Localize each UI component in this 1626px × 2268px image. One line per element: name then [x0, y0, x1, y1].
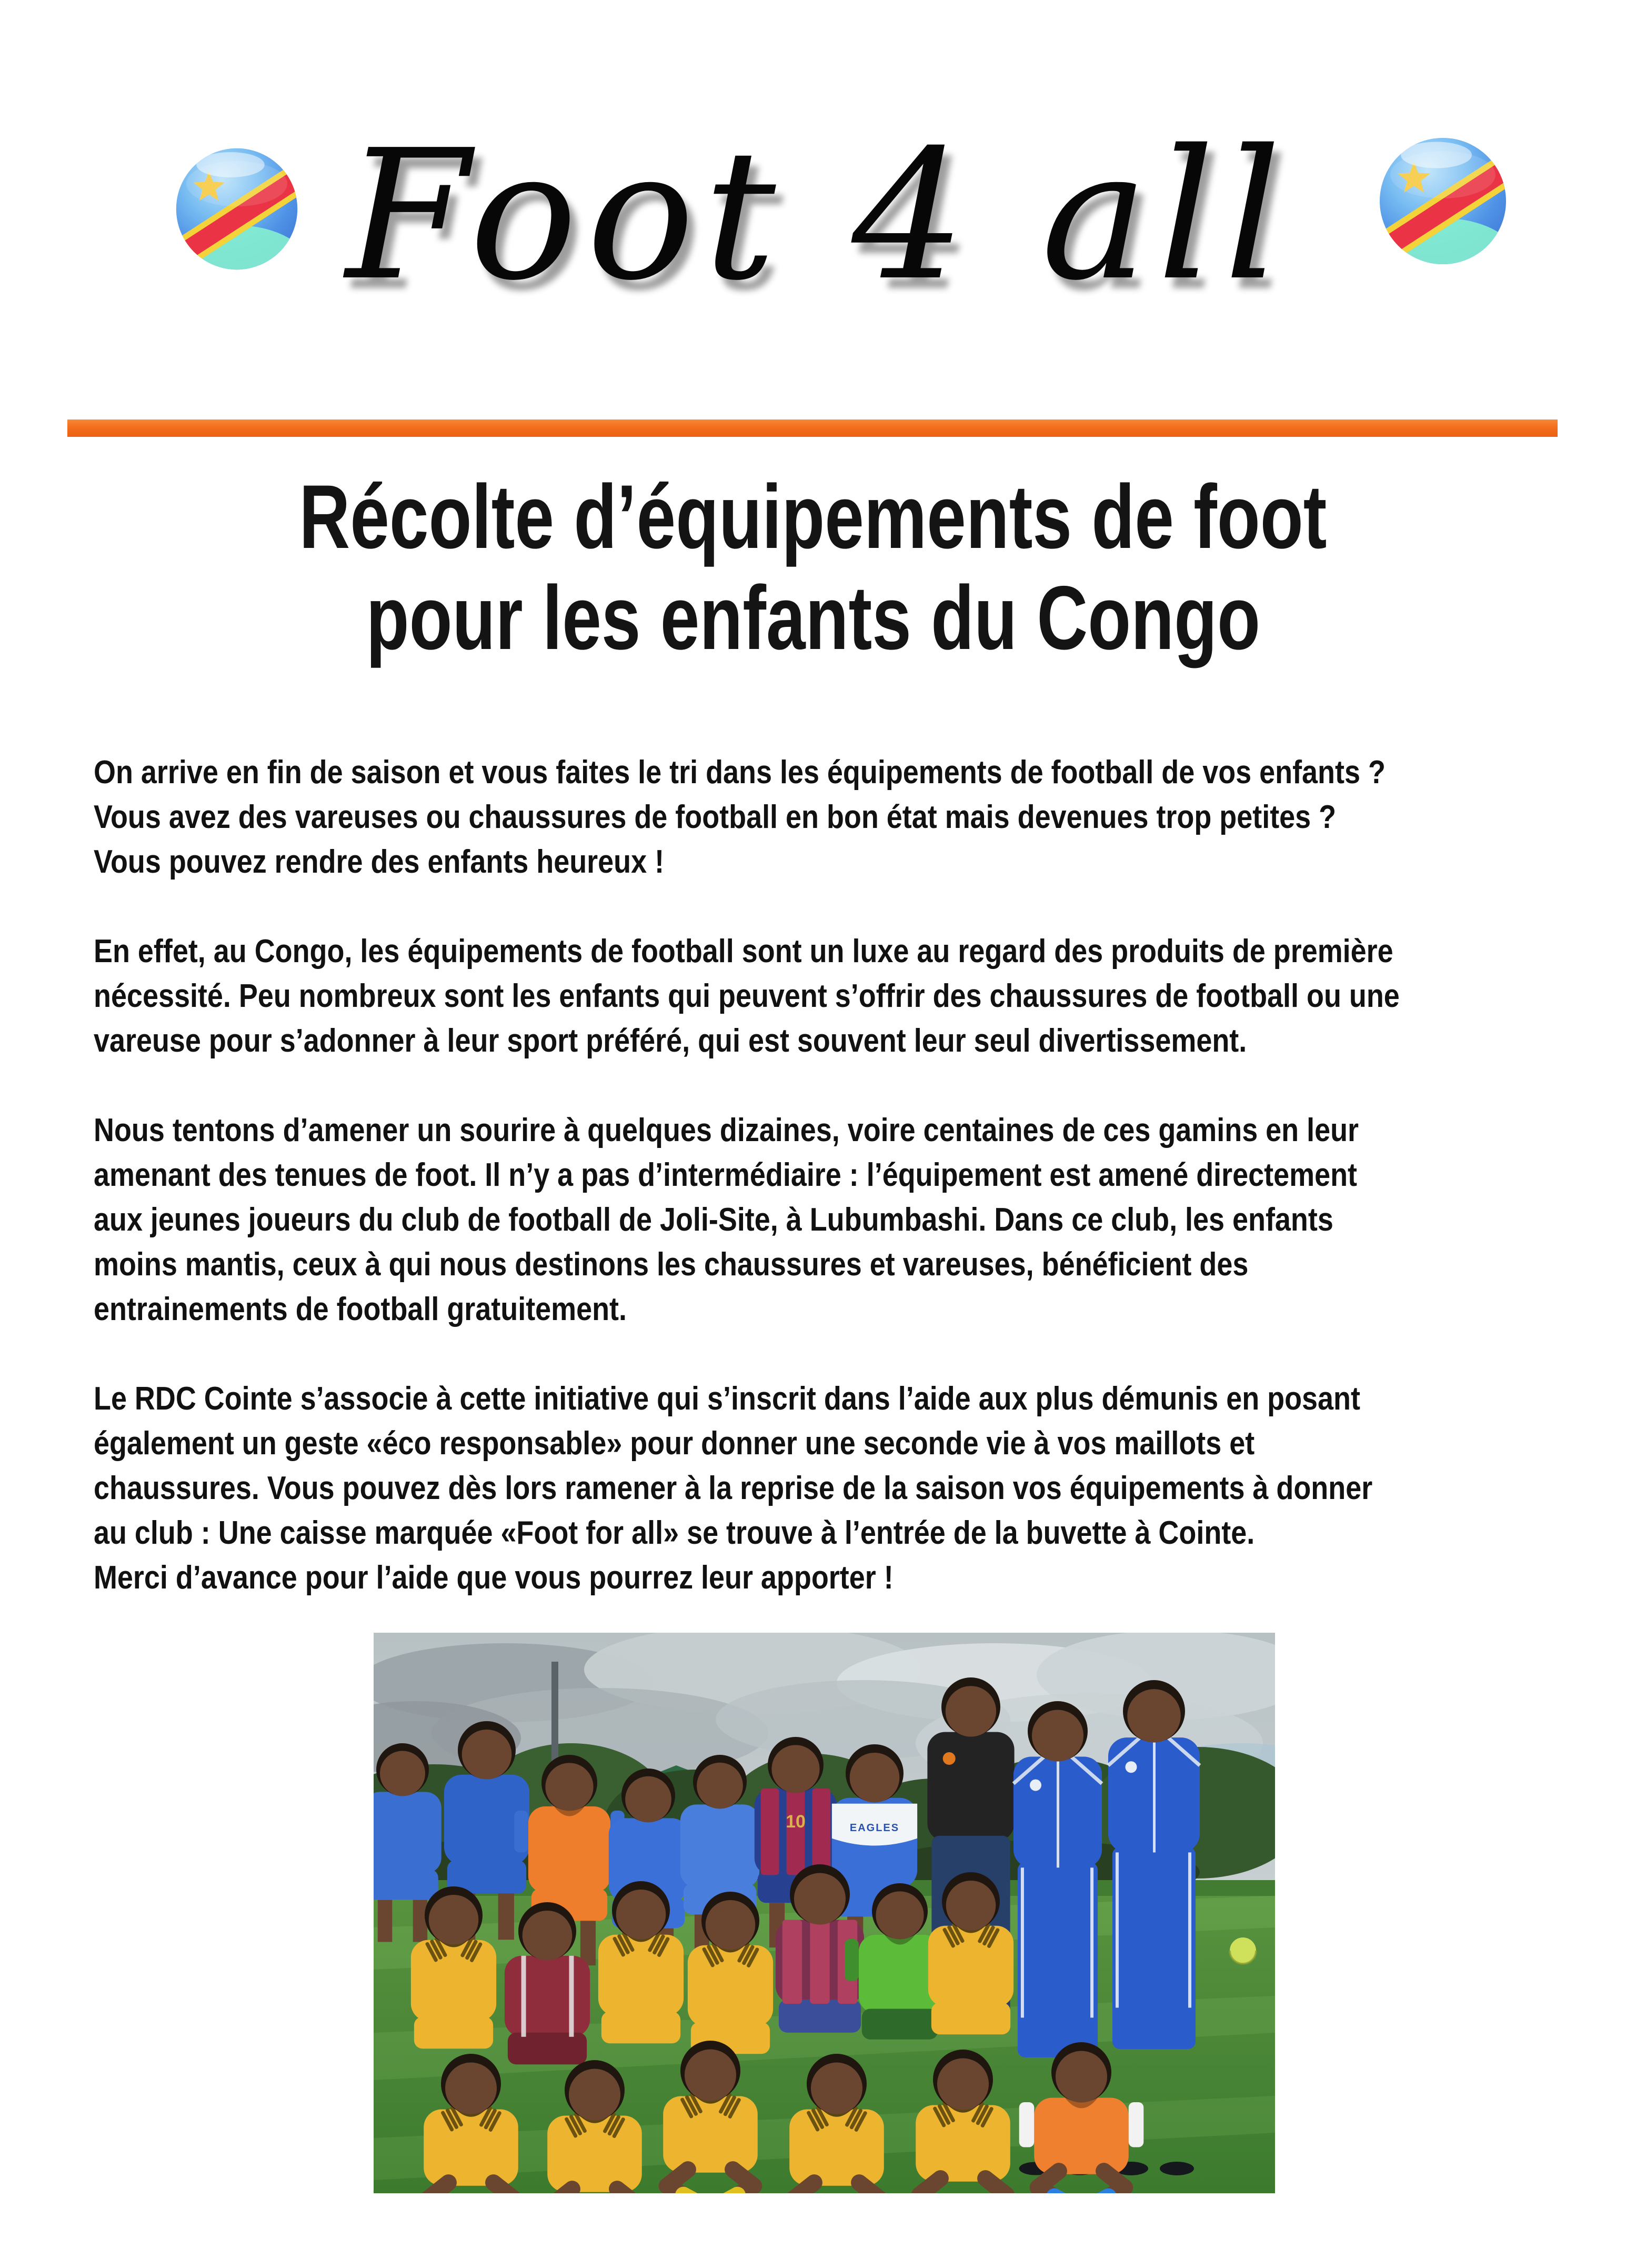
- paragraph: [94, 929, 1567, 1063]
- page-title-line-1: Récolte d’équipements de foot: [299, 466, 1327, 567]
- page-title: [0, 466, 1626, 668]
- paragraph: [94, 1376, 1567, 1600]
- paragraph-line: chaussures. Vous pouvez dès lors ramener à la reprise de la saison vos équipements à donner: [94, 1470, 1373, 1506]
- paragraph-line: amenant des tenues de foot. Il n’y a pas d’intermédiaire : l’équipement est amené directement: [94, 1157, 1357, 1193]
- orange-divider: [67, 419, 1558, 437]
- paragraph-line: moins mantis, ceux à qui nous destinons les chaussures et vareuses, bénéficient des: [94, 1246, 1249, 1283]
- logo-wordmark: Foot 4 all: [346, 112, 1291, 320]
- team-photo-illustration: [374, 1633, 1275, 2193]
- paragraph-line: au club : Une caisse marquée «Foot for all» se trouve à l’entrée de la buvette à Cointe.: [94, 1515, 1255, 1551]
- paragraph-line: nécessité. Peu nombreux sont les enfants qui peuvent s’offrir des chaussures de football ou une: [94, 978, 1400, 1014]
- page-title-line-2: pour les enfants du Congo: [366, 567, 1260, 668]
- paragraph-line: Le RDC Cointe s’associe à cette initiative qui s’inscrit dans l’aide aux plus démunis en posant: [94, 1381, 1360, 1417]
- paragraph-line: En effet, au Congo, les équipements de football sont un luxe au regard des produits de première: [94, 933, 1393, 970]
- paragraph-line: Vous pouvez rendre des enfants heureux !: [94, 844, 665, 880]
- paragraph-line: Merci d’avance pour l’aide que vous pourrez leur apporter !: [94, 1560, 894, 1596]
- paragraph-line: Nous tentons d’amener un sourire à quelques dizaines, voire centaines de ces gamins en leur: [94, 1112, 1359, 1148]
- drc-flag-ball-graphic: [174, 146, 300, 272]
- body-paragraphs: [94, 750, 1567, 1645]
- drc-flag-ball-graphic: [1377, 135, 1509, 267]
- drc-flag-ball-icon: [1377, 135, 1509, 267]
- paragraph: [94, 1108, 1567, 1332]
- team-photo: [374, 1633, 1275, 2193]
- barca-number: 10: [786, 1811, 806, 1832]
- paragraph-line: aux jeunes joueurs du club de football de Joli-Site, à Lubumbashi. Dans ce club, les enfants: [94, 1202, 1333, 1238]
- paragraph-line: vareuse pour s’adonner à leur sport préféré, qui est souvent leur seul divertissement.: [94, 1023, 1247, 1059]
- eagles-jersey-text: EAGLES: [849, 1822, 900, 1834]
- paragraph-line: Vous avez des vareuses ou chaussures de football en bon état mais devenues trop petites ?: [94, 799, 1337, 835]
- paragraph: [94, 750, 1567, 884]
- paragraph-line: On arrive en fin de saison et vous faites le tri dans les équipements de football de vos enfants ?: [94, 754, 1386, 791]
- drc-flag-ball-icon: [174, 146, 300, 272]
- paragraph-line: entrainements de football gratuitement.: [94, 1291, 627, 1327]
- paragraph-line: également un geste «éco responsable» pour donner une seconde vie à vos maillots et: [94, 1425, 1255, 1462]
